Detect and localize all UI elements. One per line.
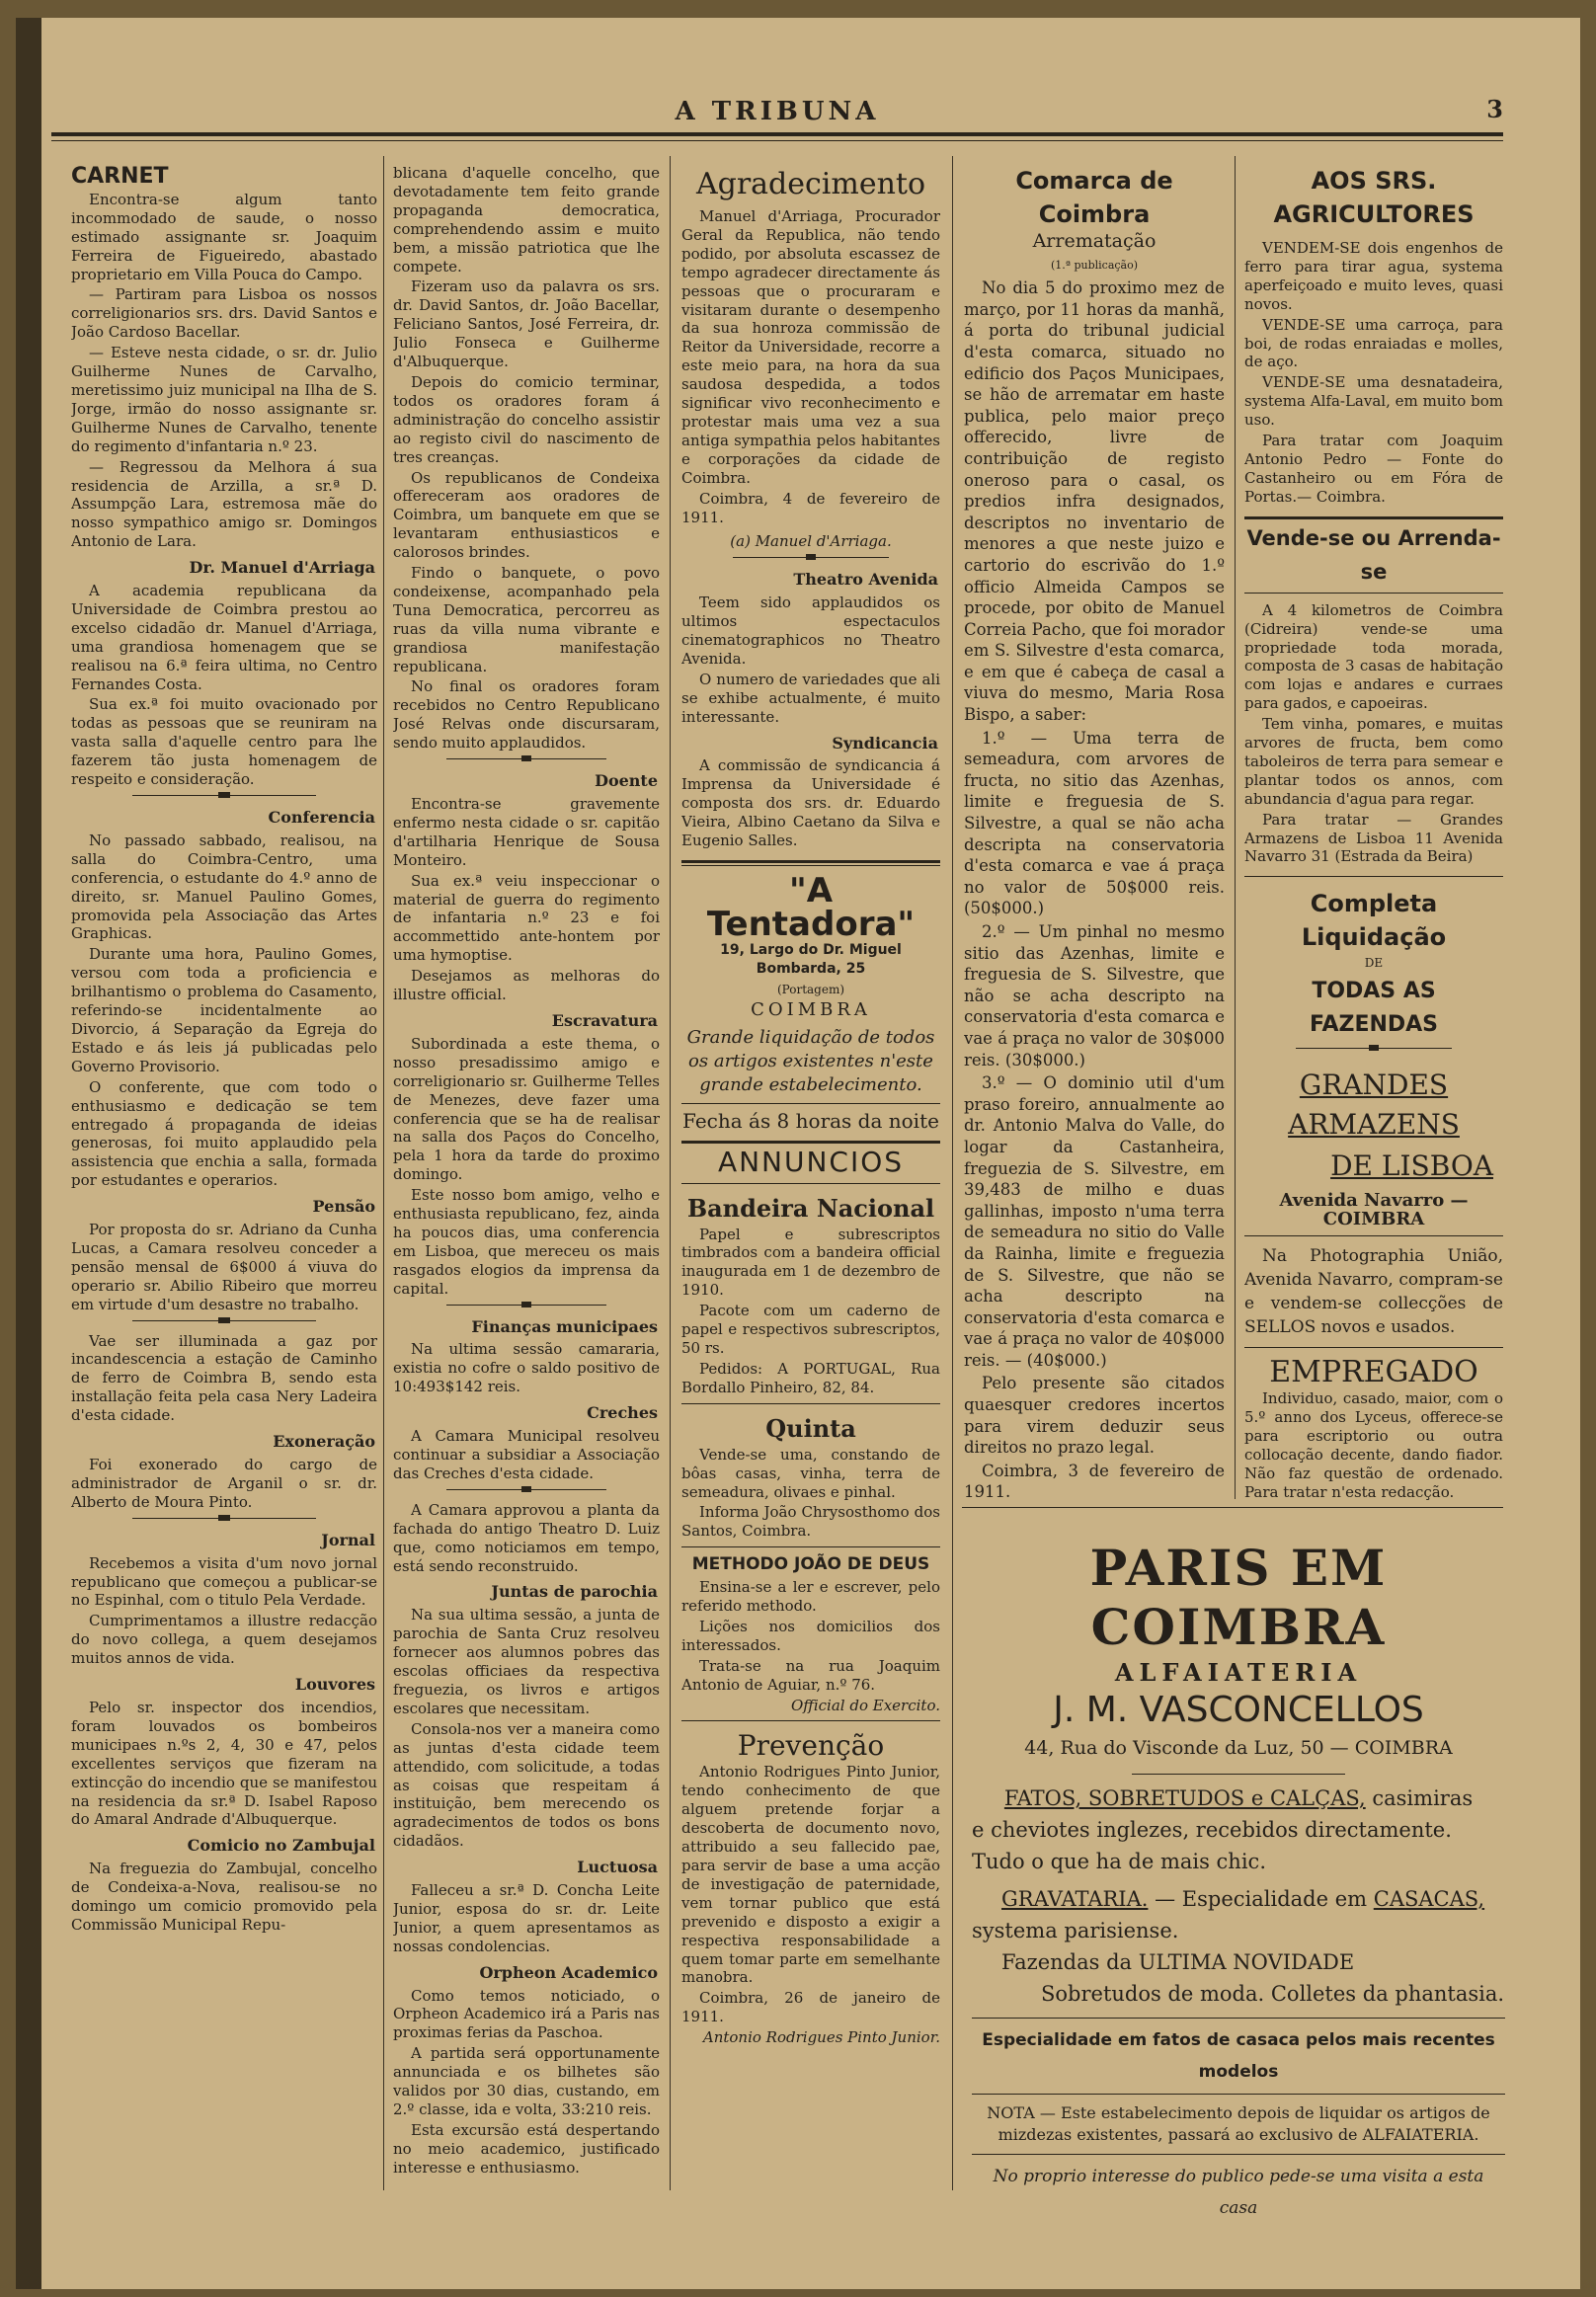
section-heading: Syndicancia	[832, 733, 938, 752]
paragraph: Como temos noticiado, o Orpheon Academico irá a Paris nas proximas ferias da Paschoa.	[393, 1986, 660, 2042]
sobretudos-text: Sobretudos de moda. Colletes da phantasia.	[1041, 1982, 1505, 2006]
photographia-paragraph: Na Photographia União, Avenida Navarro, compram-se e vendem-se collecções de SELLOS novos e usados.	[1244, 1246, 1503, 1338]
comarca-pub: (1.ª publicação)	[1050, 258, 1139, 272]
paragraph: Coimbra, 3 de fevereiro de 1911.	[964, 1461, 1225, 1502]
paragraph: Por proposta do sr. Adriano da Cunha Lucas, a Camara resolveu conceder a pensão mensal de 6$000 á viuva do operario sr. Abilio Ribeiro que morreu em virtude d'um desastre no trabalho.	[71, 1221, 377, 1313]
column-1	[71, 164, 377, 2188]
paragraph: Encontra-se algum tanto incommodado de saude, o nosso estimado assignante sr. Joaquim Ferreira de Figueiredo, abastado proprietario em Villa Pouca do Campo.	[71, 190, 377, 283]
ad-rule	[1132, 1774, 1345, 1775]
section-heading: Jornal	[321, 1530, 375, 1549]
section-rule-thin	[1244, 593, 1503, 594]
paragraph: blicana d'aquelle concelho, que devotadamente tem feito grande propaganda democratica, comprehendendo assim e muito bem, a missão patriotica que lhe compete.	[393, 164, 660, 276]
section-rule-thin	[681, 865, 940, 866]
column-5	[1244, 164, 1503, 1502]
paragraph: Coimbra, 4 de fevereiro de 1911.	[681, 489, 940, 526]
quinta-heading: Quinta	[765, 1413, 856, 1443]
page-header	[51, 79, 1503, 150]
liquidacao-heading: Completa Liquidação	[1301, 890, 1447, 952]
paragraph: Para tratar — Grandes Armazens de Lisboa 11 Avenida Navarro 31 (Estrada da Beira)	[1244, 810, 1503, 866]
liquidacao-fazendas: TODAS AS FAZENDAS	[1309, 979, 1439, 1038]
casimiras-label: casimiras	[1372, 1786, 1474, 1810]
paragraph: Findo o banquete, o povo condeixense, acompanhado pela Tuna Democratica, percorreu as ruas da villa numa vibrante e grandiosa manifestação republicana.	[393, 564, 660, 675]
section-heading: Louvores	[294, 1675, 375, 1695]
comarca-sub: Arrematação	[1032, 230, 1157, 252]
de-lisboa: DE LISBOA	[1330, 1149, 1493, 1183]
section-rule-thin	[681, 1720, 940, 1721]
carnet-heading: CARNET	[71, 164, 169, 189]
ornament-divider	[446, 1489, 606, 1495]
section-rule-thin	[1244, 876, 1503, 877]
newspaper-title: A TRIBUNA	[675, 97, 880, 126]
section-heading: Creches	[587, 1403, 658, 1423]
paragraph: Pelo presente são citados quaesquer credores incertos para virem deduzir seus direitos no prazo legal.	[964, 1374, 1225, 1458]
paragraph: Foi exonerado do cargo de administrador de Arganil o sr. dr. Alberto de Moura Pinto.	[71, 1456, 377, 1511]
ornament-divider	[446, 758, 606, 764]
paragraph: Tem vinha, pomares, e muitas arvores de fructa, bem como taboleiros de terra para semear e plantar todos os annos, com abundancia d'agua para regar.	[1244, 715, 1503, 808]
paragraph: A commissão de syndicancia á Imprensa da Universidade é composta dos srs. dr. Eduardo Vieira, Albino Caetano da Silva e Eugenio Salles.	[681, 756, 940, 850]
paragraph: 3.º — O dominio util d'um praso foreiro, annualmente ao dr. Antonio Malva do Valle, do logar da Castanheira, freguezia de S. Silvestre, em 39,483 de milho e duas gallinhas, imposto n'uma terra de semeadura no sitio do Valle da Rainha, limite e freguezia de S. Silvestre, que não se acha descripto na conservatoria d'esta comarca e vae á praça no valor de 40$000 reis. — (40$000.)	[964, 1073, 1225, 1370]
column-4	[964, 164, 1225, 1502]
section-rule-thin	[681, 1403, 940, 1404]
section-heading: Conferencia	[268, 808, 375, 827]
paragraph: No passado sabbado, realisou, na salla do Coimbra-Centro, uma conferencia, o estudante do 4.º anno de direito, sr. Manuel Paulino Gomes, promovida pela Associação das Artes Graphicas.	[71, 831, 377, 943]
paragraph: Para tratar com Joaquim Antonio Pedro — Fonte do Castanheiro ou em Fóra de Portas.— Coimbra.	[1244, 432, 1503, 506]
section-rule	[681, 1141, 940, 1144]
paragraph: Encontra-se gravemente enfermo nesta cidade o sr. capitão d'artilharia Henrique de Sousa Monteiro.	[393, 795, 660, 869]
vasconcellos-name: J. M. VASCONCELLOS	[1053, 1690, 1424, 1730]
paragraph: VENDE-SE uma carroça, para boi, de rodas enraiadas e molles, de aço.	[1244, 315, 1503, 371]
signature: Antonio Rodrigues Pinto Junior.	[702, 2028, 940, 2047]
paragraph: A 4 kilometros de Coimbra (Cidreira) vende-se uma propriedade toda morada, composta de 3 casas de habitação com lojas e andares e curraes para gados, e capoeiras.	[1244, 600, 1503, 713]
paragraph: Pelo sr. inspector dos incendios, foram louvados os bombeiros municipaes n.ºs 2, 4, 30 e 47, pelos excellentes serviços que fizeram na extincção do incendio que se manifestou na residencia da sr.ª D. Isabel Raposo do Amaral Andrade d'Albuquerque.	[71, 1698, 377, 1829]
paragraph: Lições nos domicilios dos interessados.	[681, 1617, 940, 1654]
ad-top-rule	[962, 1507, 1503, 1508]
column-divider	[952, 156, 953, 2190]
paragraph: Manuel d'Arriaga, Procurador Geral da Republica, não tendo podido, por absoluta escassez de tempo agradecer directamente ás pessoas que o procuraram e visitaram durante o desempenho da sua honroza commissão de Reitor da Universidade, recorre a este meio para, na hora da sua saudosa despedida, a todos significar vivo reconhecimento e protestar mais uma vez a sua antiga sympathia pelos habitantes e corporações da cidade de Coimbra.	[681, 207, 940, 487]
empregado-heading: EMPREGADO	[1269, 1355, 1478, 1390]
paragraph: Depois do comicio terminar, todos os oradores foram á administração do concelho assistir ao registo civil do nascimento de tres creanças.	[393, 372, 660, 466]
ad-address: 44, Rua do Visconde da Luz, 50 — COIMBRA	[1024, 1737, 1453, 1759]
paragraph: Teem sido applaudidos os ultimos espectaculos cinematographicos no Theatro Avenida.	[681, 594, 940, 668]
paragraph: Na freguezia do Zambujal, concelho de Condeixa-a-Nova, realisou-se no domingo um comicio promovido pela Commissão Municipal Repu-	[71, 1860, 377, 1934]
paragraph: Falleceu a sr.ª D. Concha Leite Junior, esposa do sr. dr. Leite Junior, a quem apresentamos as nossas condolencias.	[393, 1881, 660, 1955]
section-heading: Finanças municipaes	[471, 1316, 658, 1336]
paragraph: A partida será opportunamente annunciada e os bilhetes são validos por 30 dias, custando, em 2.º classe, ida e volta, 33:210 reis.	[393, 2044, 660, 2118]
section-heading: Theatro Avenida	[793, 570, 938, 590]
paragraph: O conferente, que com todo o enthusiasmo e dedicação se tem entregado á propaganda de ideias generosas, foi muito applaudido pela assistencia que enchia a salla, formada por estudantes e operarios.	[71, 1077, 377, 1190]
section-heading: Doente	[595, 771, 658, 791]
tentadora-close: Fecha ás 8 horas da noite	[682, 1108, 939, 1133]
metodo-heading: METHODO JOÃO DE DEUS	[691, 1554, 930, 1575]
cheviotes-text: e cheviotes inglezes, recebidos directamente. Tudo o que ha de mais chic.	[972, 1818, 1452, 1873]
paragraph: Trata-se na rua Joaquim Antonio de Aguiar, n.º 76.	[681, 1656, 940, 1694]
casacas-label: CASACAS,	[1373, 1887, 1485, 1911]
section-heading: Escravatura	[551, 1010, 658, 1030]
column-2	[393, 164, 660, 2188]
ornament-divider	[132, 1320, 316, 1326]
comarca-heading: Comarca de Coimbra	[1015, 167, 1173, 228]
section-heading: Luctuosa	[577, 1858, 658, 1877]
header-rule-thin	[51, 140, 1503, 141]
especialidade-fatos: Especialidade em fatos de casaca pelos mais recentes modelos	[982, 2030, 1495, 2082]
ad-rule	[972, 2154, 1505, 2155]
section-heading: Dr. Manuel d'Arriaga	[189, 558, 375, 578]
paragraph: Vae ser illuminada a gaz por incandescencia a estação de Caminho de ferro de Coimbra B, sendo esta installação feita pela casa Nery Ladeira d'esta cidade.	[71, 1331, 377, 1425]
section-rule-thin	[1244, 1235, 1503, 1236]
ornament-divider	[1296, 1048, 1451, 1054]
tentadora-text: Grande liquidação de todos os artigos existentes n'este grande estabelecimento.	[686, 1026, 935, 1095]
armazens-address: Avenida Navarro — COIMBRA	[1279, 1190, 1469, 1230]
column-divider	[670, 156, 671, 2190]
section-rule-thin	[681, 1103, 940, 1104]
tentadora-sub: (Portagem)	[776, 982, 845, 996]
ornament-divider	[132, 1518, 316, 1524]
paragraph: Fizeram uso da palavra os srs. dr. David Santos, dr. João Bacellar, Feliciano Santos, José Ferreira, dr. Julio Fonseca e Guilherme d'Albuquerque.	[393, 277, 660, 371]
paragraph: — Regressou da Melhora á sua residencia de Arzilla, a sr.ª D. Assumpção Lara, estremosa mãe do nosso sympathico amigo sr. Domingos Antonio de Lara.	[71, 457, 377, 551]
signature: Official do Exercito.	[790, 1696, 940, 1714]
venda-heading: Vende-se ou Arrenda-se	[1246, 525, 1501, 584]
especialidade-label: — Especialidade em	[1155, 1887, 1368, 1911]
paragraph: — Partiram para Lisboa os nossos correligionarios srs. drs. David Santos e João Cardoso Bacellar.	[71, 285, 377, 342]
column-3	[681, 164, 940, 2188]
ornament-divider	[132, 795, 316, 801]
page-binding-edge	[16, 18, 41, 2289]
ad-rule	[972, 2018, 1505, 2019]
ornament-divider	[446, 1305, 606, 1310]
paragraph: Os republicanos de Condeixa offereceram aos oradores de Coimbra, um banquete em que se levantaram enthusiasticos e calorosos brindes.	[393, 468, 660, 562]
paragraph: Pacote com um caderno de papel e respectivos subrescriptos, 50 rs.	[681, 1302, 940, 1357]
paragraph: No final os oradores foram recebidos no Centro Republicano José Relvas onde discursaram, sendo muito applaudidos.	[393, 677, 660, 752]
paragraph: Ensina-se a ler e escrever, pelo referido methodo.	[681, 1578, 940, 1616]
paragraph: Papel e subrescriptos timbrados com a bandeira official inaugurada em 1 de dezembro de 1910.	[681, 1225, 940, 1300]
bandeira-heading: Bandeira Nacional	[686, 1193, 935, 1223]
paragraph: 2.º — Um pinhal no mesmo sitio das Azenhas, limite e freguesia de S. Silvestre, que não se acha descripto na conservatoria d'esta comarca e vae á praça no valor de 30$000 reis. (30$000.)	[964, 922, 1225, 1069]
column-divider	[383, 156, 384, 2190]
section-heading: Exoneração	[273, 1432, 375, 1452]
paragraph: Recebemos a visita d'um novo jornal republicano que começou a publicar-se no Espinhal, com o titulo Pela Verdade.	[71, 1553, 377, 1610]
paragraph: Subordinada a este thema, o nosso presadissimo amigo e correligionario sr. Guilherme Telles de Menezes, deve fazer uma conferencia que se ha de realisar na salla dos Paços do Concelho, pela 1 hora da tarde do proximo domingo.	[393, 1034, 660, 1184]
paragraph: A academia republicana da Universidade de Coimbra prestou ao excelso cidadão dr. Manuel d'Arriaga, uma grandiosa homenagem que se realisou na 6.ª feira ultima, no Centro Fernandes Costa.	[71, 582, 377, 693]
alfaiateria-ad	[972, 1539, 1505, 2218]
parisiense-text: systema parisiense.	[972, 1919, 1179, 1942]
liquidacao-de: DE	[1364, 956, 1384, 971]
agricultores-heading: AOS SRS. AGRICULTORES	[1273, 167, 1475, 228]
paragraph: Antonio Rodrigues Pinto Junior, tendo conhecimento de que alguem pretende forjar a descoberta de documento novo, attribuido a seu fallecido pae, para servir de base a uma acção de investigação de paternidade, vem tornar publico que está prevenido e disposto a exigir a respectiva responsabilidade a quem tomar parte em semelhante manobra.	[681, 1763, 940, 1987]
tentadora-address: 19, Largo do Dr. Miguel Bombarda, 25	[720, 942, 902, 977]
fatos-label: FATOS, SOBRETUDOS e CALÇAS,	[1003, 1786, 1366, 1810]
paragraph: — Esteve nesta cidade, o sr. dr. Julio Guilherme Nunes de Carvalho, meretissimo juiz municipal na Ilha de S. Jorge, irmão do nosso assignante sr. Guilherme Nunes de Carvalho, tenente do regimento d'infantaria n.º 23.	[71, 344, 377, 455]
tentadora-title: "A Tentadora"	[706, 871, 916, 944]
paragraph: VENDE-SE uma desnatadeira, systema Alfa-Laval, em muito bom uso.	[1244, 373, 1503, 430]
paragraph: Informa João Chrysosthomo dos Santos, Coimbra.	[681, 1503, 940, 1541]
paragraph: Na sua ultima sessão, a junta de parochia de Santa Cruz resolveu fornecer aos alumnos pobres das escolas officiaes da respectiva freguezia, os livros e artigos escolares que necessitam.	[393, 1606, 660, 1717]
paragraph: Desejamos as melhoras do illustre official.	[393, 967, 660, 1004]
paragraph: Vende-se uma, constando de bôas casas, vinha, terra de semeadura, olivaes e pinhal.	[681, 1445, 940, 1501]
section-rule-thin	[681, 1183, 940, 1184]
paragraph: Coimbra, 26 de janeiro de 1911.	[681, 1989, 940, 2026]
section-heading: Juntas de parochia	[491, 1582, 658, 1602]
ad-footer: No proprio interesse do publico pede-se uma visita a esta casa	[993, 2167, 1484, 2218]
paragraph: Consola-nos ver a maneira como as juntas d'esta cidade teem attendido, com solicitude, a todas as coisas que respeitam á instituição, bem merecendo os agradecimentos de todos os bons cidadãos.	[393, 1719, 660, 1851]
annuncios-heading: ANNUNCIOS	[717, 1145, 905, 1178]
novidade-text: Fazendas da ULTIMA NOVIDADE	[1001, 1950, 1355, 1974]
section-heading: Comicio no Zambujal	[187, 1836, 375, 1856]
paragraph: Esta excursão está despertando no meio academico, justificado interesse e enthusiasmo.	[393, 2120, 660, 2177]
page-number: 3	[1486, 95, 1503, 123]
paragraph: O numero de variedades que ali se exhibe actualmente, é muito interessante.	[681, 670, 940, 726]
section-rule-thin	[681, 1546, 940, 1547]
tentadora-city: COIMBRA	[751, 998, 871, 1020]
prevencao-heading: Prevenção	[737, 1729, 885, 1763]
paragraph: VENDEM-SE dois engenhos de ferro para tirar agua, systema aperfeiçoado e muito leves, quasi novos.	[1244, 239, 1503, 313]
paragraph: No dia 5 do proximo mez de março, por 11 horas da manhã, á porta do tribunal judicial d'esta comarca, situado no edificio dos Paços Municipaes, se hão de arrematar em haste publica, pelo maior preço offerecido, livre de contribuição de registo oneroso para o casal, os predios infra designados, descriptos no inventario de menores a que neste juizo e cartorio do escrivão do 1.º officio Almeida Campos se procede, por obito de Manuel Correia Pacho, que foi morador em S. Silvestre d'esta comarca, e em que é cabeça de casal a viuva do mesmo, Maria Rosa Bispo, a saber:	[964, 278, 1225, 725]
paragraph: Sua ex.ª veiu inspeccionar o material de guerra do regimento de infantaria n.º 23 e foi accommettido ante-hontem por uma hymoptise.	[393, 871, 660, 965]
signature: (a) Manuel d'Arriaga.	[730, 532, 892, 551]
nota-text: NOTA — Este estabelecimento depois de liquidar os artigos de mizdezas existentes, passará ao exclusivo de ALFAIATERIA.	[987, 2103, 1490, 2144]
paragraph: Este nosso bom amigo, velho e enthusiasta republicano, fez, ainda ha poucos dias, uma conferencia em Lisboa, que mereceu os mais rasgados elogios da imprensa da capital.	[393, 1186, 660, 1298]
paragraph: A Camara approvou a planta da fachada do antigo Theatro D. Luiz que, como noticiamos em tempo, está sendo reconstruido.	[393, 1500, 660, 1575]
alfaiateria-label: ALFAIATERIA	[1114, 1658, 1363, 1687]
ad-rule	[972, 2094, 1505, 2095]
section-rule	[1244, 516, 1503, 519]
section-rule-thin	[1244, 1347, 1503, 1348]
paragraph: Sua ex.ª foi muito ovacionado por todas as pessoas que se reuniram na vasta salla d'aquelle centro para lhe fazerem tão justa homenagem de respeito e consideração.	[71, 695, 377, 789]
section-heading: Pensão	[312, 1197, 375, 1217]
paragraph: Durante uma hora, Paulino Gomes, versou com toda a proficiencia e brilhantismo o problema do Casamento, referindo-se incidentalmente ao Divorcio, á Separação da Egreja do Estado e ás leis já publicadas pelo Governo Provisorio.	[71, 945, 377, 1075]
paragraph: Pedidos: A PORTUGAL, Rua Bordallo Pinheiro, 82, 84.	[681, 1359, 940, 1396]
section-heading: Orpheon Academico	[479, 1962, 658, 1982]
paragraph: Individuo, casado, maior, com o 5.º anno dos Lyceus, offerece-se para escriptorio ou outra collocação decente, dando fiador. Não faz questão de ordenado. Para tratar n'esta redacção.	[1244, 1389, 1503, 1501]
ornament-divider	[733, 557, 888, 563]
paragraph: Cumprimentamos a illustre redacção do novo collega, a quem desejamos muitos annos de vida.	[71, 1612, 377, 1668]
header-rule	[51, 132, 1503, 136]
grandes-armazens: GRANDES ARMAZENS	[1288, 1069, 1460, 1142]
gravataria-label: GRAVATARIA.	[1001, 1887, 1149, 1911]
paragraph: 1.º — Uma terra de semeadura, com arvores de fructa, no sitio das Azenhas, limite e freguesia de S. Silvestre, a qual se não acha descripta na conservatoria d'esta comarca e vae á praça no valor de 50$000 reis. (50$000.)	[964, 728, 1225, 918]
column-divider	[1235, 156, 1236, 1499]
section-rule	[681, 860, 940, 863]
paris-em-coimbra-title: PARIS EM COIMBRA	[1089, 1539, 1388, 1656]
paragraph: Na ultima sessão camararia, existia no cofre o saldo positivo de 10:493$142 reis.	[393, 1340, 660, 1396]
newspaper-page	[16, 18, 1580, 2289]
paragraph: A Camara Municipal resolveu continuar a subsidiar a Associação das Creches d'esta cidade.	[393, 1427, 660, 1482]
agradecimento-heading: Agradecimento	[695, 167, 926, 201]
